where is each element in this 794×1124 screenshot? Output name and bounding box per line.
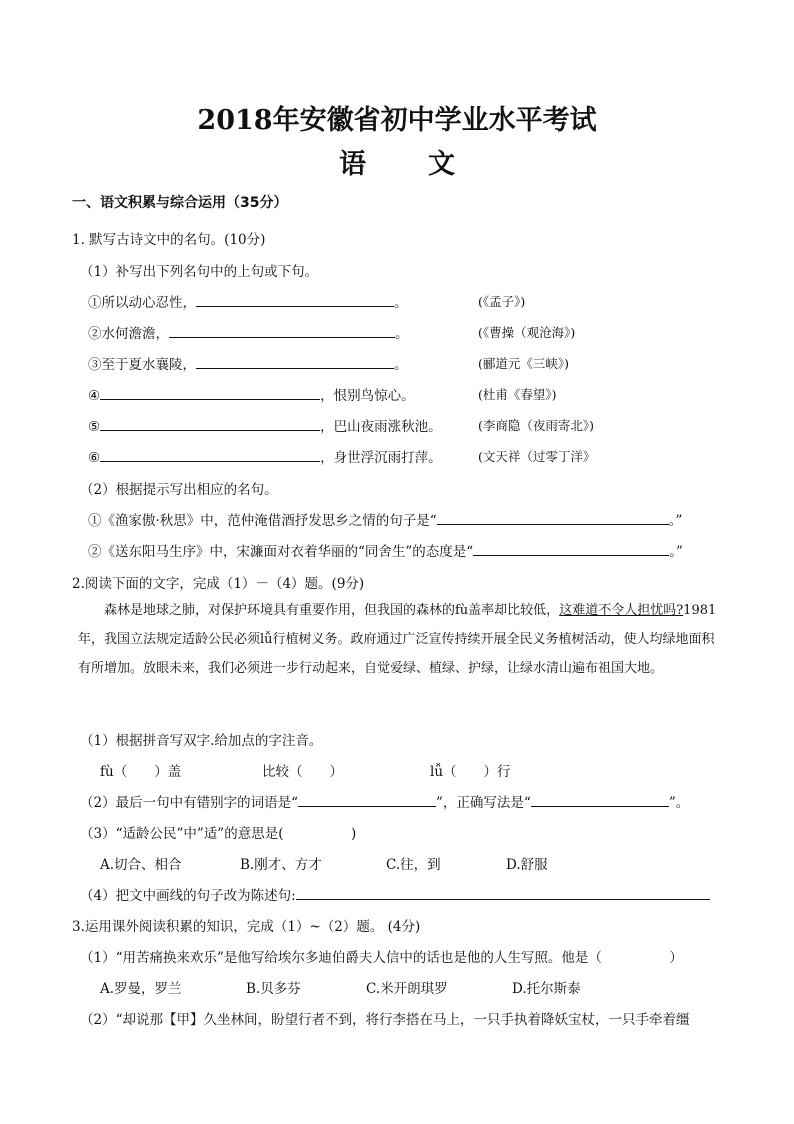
section-heading: 一、语文积累与综合运用（35分）	[72, 195, 288, 211]
q2-sub3-option-d: D.舒服	[506, 857, 548, 873]
answer-blank[interactable]	[437, 510, 669, 525]
q1-item-5: ⑤ ，巴山夜雨涨秋池。	[88, 415, 442, 435]
q1-part1-label: （1）补写出下列名句中的上句或下句。	[80, 264, 319, 280]
answer-blank[interactable]	[169, 323, 395, 338]
subject-char-1: 语	[339, 149, 366, 180]
q1-part2-item-2: ②《送东阳马生序》中，宋濂面对衣着华丽的“同舍生”的态度是“ 。”	[88, 540, 683, 560]
subject-char-2: 文	[428, 149, 455, 180]
pinyin-bijiao: 比较（ ）	[262, 764, 343, 780]
q3-sub1-option-a: A.罗曼，罗兰	[100, 981, 182, 997]
pinyin-fu: fù（ ）盖	[100, 764, 182, 780]
q1-item-1-source: (《孟子》)	[478, 294, 526, 309]
q3-sub1-option-c: C.米开朗琪罗	[366, 981, 448, 997]
q3-sub1-option-b: B.贝多芬	[246, 981, 301, 997]
q2-sub2: （2）最后一句中有错别字的词语是“ ”，正确写法是“ ”。	[80, 791, 689, 811]
q2-sub1-label: （1）根据拼音写双字.给加点的字注音。	[80, 733, 323, 749]
q3-stem: 3.运用课外阅读积累的知识，完成（1）~（2）题。 (4分)	[72, 919, 421, 935]
q3-sub1: （1）“用苦痛换来欢乐”是他写给埃尔多迪伯爵夫人信中的话也是他的人生写照。他是（ ）	[80, 950, 683, 966]
q1-part2-label: （2）根据提示写出相应的名句。	[80, 482, 278, 498]
answer-blank[interactable]	[100, 385, 320, 400]
q1-item-3-source: (郦道元《三峡》)	[478, 356, 570, 371]
underlined-sentence: 这难道不令人担忧吗?	[559, 603, 684, 618]
answer-blank[interactable]	[196, 292, 394, 307]
q1-item-4: ④ ，恨别鸟惊心。	[88, 384, 415, 404]
q2-sub4: （4）把文中画线的句子改为陈述句:	[80, 884, 710, 904]
answer-blank[interactable]	[531, 792, 669, 807]
q2-sub3-option-a: A.切合、相合	[100, 857, 182, 873]
q1-item-5-source: (李商隐（夜雨寄北》)	[478, 418, 595, 433]
q1-item-1: ①所以动心忍性， 。	[88, 291, 408, 311]
q2-sub3: （3）“适龄公民”中”适”的意思是( )	[80, 826, 357, 842]
q1-stem: 1. 默写古诗文中的名句。(10分)	[72, 232, 266, 248]
q1-item-2-source: (《曹操（观沧海》)	[478, 325, 576, 340]
answer-blank[interactable]	[296, 885, 710, 900]
pinyin-lv: lǚ（ ）行	[430, 764, 511, 780]
q1-item-6: ⑥ ，身世浮沉雨打萍。	[88, 446, 442, 466]
q2-sub3-option-c: C.往，到	[386, 857, 441, 873]
q1-item-4-source: (杜甫《春望》)	[478, 387, 557, 402]
q2-sub3-option-b: B.刚才、方才	[240, 857, 322, 873]
answer-blank[interactable]	[473, 541, 669, 556]
q3-sub2: （2）“却说那【甲】久坐林间，盼望行者不到，将行李搭在马上，一只手执着降妖宝杖，一只手牵着缰	[80, 1012, 690, 1028]
q1-part2-item-1: ①《渔家傲·秋思》中，范仲淹借酒抒发思乡之情的句子是“ 。”	[88, 509, 682, 529]
answer-blank[interactable]	[298, 792, 436, 807]
q1-item-6-source: (文天祥（过零丁洋》	[478, 449, 596, 464]
q1-item-2: ②水何澹澹， 。	[88, 322, 409, 342]
exam-title: 2018年安徽省初中学业水平考试	[197, 105, 597, 136]
answer-blank[interactable]	[196, 354, 394, 369]
answer-blank[interactable]	[100, 416, 320, 431]
answer-blank[interactable]	[100, 447, 320, 462]
subject-title	[0, 142, 794, 181]
q3-sub1-option-d: D.托尔斯泰	[512, 981, 581, 997]
q1-item-3: ③至于夏水襄陵， 。	[88, 353, 408, 373]
q2-stem: 2.阅读下面的文字，完成（1）－（4）题。(9分)	[72, 576, 365, 592]
q2-passage: 森林是地球之肺，对保护环境具有重要作用，但我国的森林的fù盖率却比较低，这难道不令人担忧吗?1981年，我国立法规定适龄公民必须lǚ行植树义务。政府通过广泛宣传持续开展全民义务植树活动，使人均绿地面积有所增加。放眼未来，我们必须进一步行动起来，自觉爱绿、植绿、护绿，让绿水清山遍布祖国大地。	[78, 603, 717, 676]
